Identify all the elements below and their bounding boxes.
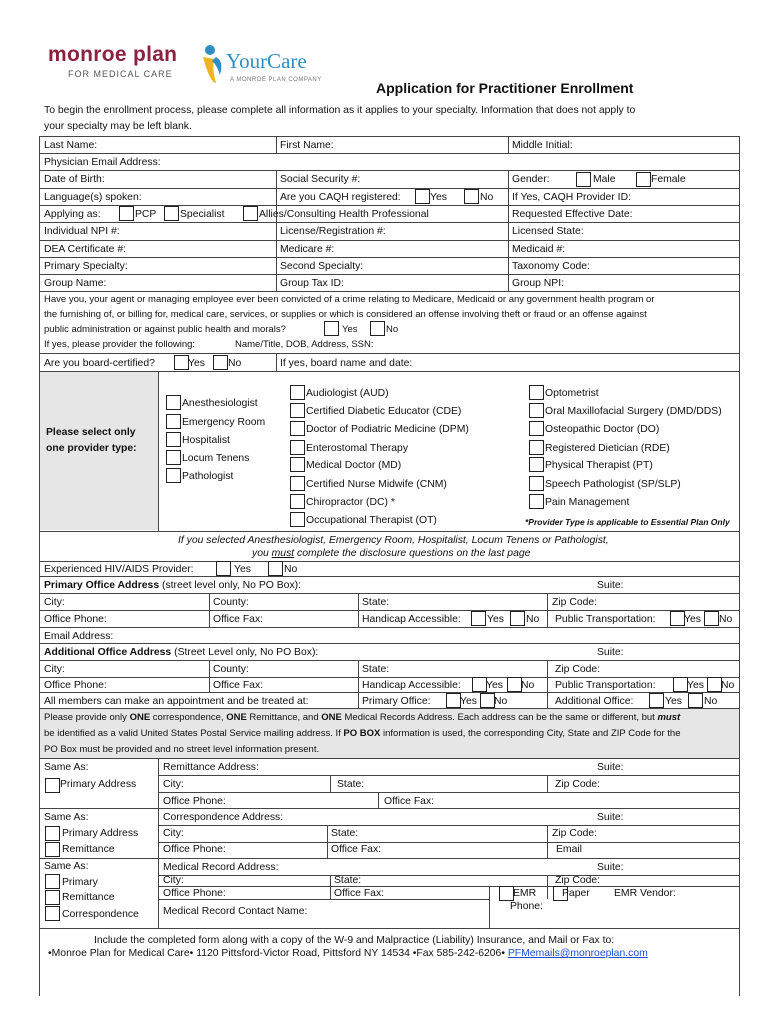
additional-fax-label: Office Fax: bbox=[213, 680, 264, 691]
board-certified-question: Are you board-certified? bbox=[44, 358, 155, 369]
disclosure-you: you bbox=[252, 548, 272, 559]
remit-zip-label: Zip Code: bbox=[555, 779, 601, 790]
primary-office-no-checkbox[interactable] bbox=[480, 693, 495, 708]
hiv-no-checkbox[interactable] bbox=[268, 561, 283, 576]
remit-city-label: City: bbox=[163, 779, 184, 790]
notice-1b: correspondence, bbox=[150, 712, 227, 723]
additional-office-title-text: Additional Office Address bbox=[44, 647, 172, 658]
medicaid-label: Medicaid #: bbox=[512, 244, 566, 255]
med-contact-name-label: Medical Record Contact Name: bbox=[163, 906, 308, 917]
male-checkbox[interactable] bbox=[576, 172, 591, 187]
do-checkbox[interactable] bbox=[529, 421, 544, 436]
crime-question-line-2: the furnishing of, or billing for, medical care, services, or supplies or which is considered an offense involving theft or fraud or an offense against bbox=[44, 309, 647, 320]
gender-label: Gender: bbox=[512, 174, 550, 185]
page-title: Application for Practitioner Enrollment bbox=[376, 80, 634, 96]
emergency-room-checkbox[interactable] bbox=[166, 414, 181, 429]
pathologist-label: Pathologist bbox=[182, 471, 234, 482]
emr-vendor-label: EMR Vendor: bbox=[614, 888, 676, 899]
do-label: Osteopathic Doctor (DO) bbox=[545, 424, 660, 435]
notice-1d: Medical Records Address. Each address can be the same or different, but bbox=[341, 712, 658, 723]
locum-tenens-label: Locum Tenens bbox=[182, 453, 250, 464]
primary-handicap-yes-label: Yes bbox=[487, 614, 504, 625]
audiologist-label: Audiologist (AUD) bbox=[306, 388, 389, 399]
additional-handicap-yes-label: Yes bbox=[486, 680, 503, 691]
notice-1c: Remittance, and bbox=[246, 712, 322, 723]
crime-no-checkbox[interactable] bbox=[370, 321, 385, 336]
hospitalist-checkbox[interactable] bbox=[166, 432, 181, 447]
notice-must: must bbox=[657, 712, 681, 723]
dietician-checkbox[interactable] bbox=[529, 440, 544, 455]
emr-label: EMR bbox=[513, 888, 537, 899]
provider-type-note: *Provider Type is applicable to Essential Plan Only bbox=[525, 517, 730, 527]
primary-specialty-label: Primary Specialty: bbox=[44, 261, 128, 272]
pain-management-checkbox[interactable] bbox=[529, 494, 544, 509]
disclosure-note-line-2 bbox=[252, 547, 530, 560]
additional-office-yes-checkbox[interactable] bbox=[649, 693, 664, 708]
additional-handicap-label: Handicap Accessible: bbox=[362, 680, 461, 691]
md-checkbox[interactable] bbox=[290, 457, 305, 472]
appointment-label: All members can make an appointment and be treated at: bbox=[44, 696, 309, 707]
caqh-question: Are you CAQH registered: bbox=[280, 192, 401, 203]
crime-no-label: No bbox=[386, 324, 399, 335]
med-fax-label: Office Fax: bbox=[334, 888, 385, 899]
primary-county-label: County: bbox=[213, 597, 249, 608]
board-yes-label: Yes bbox=[188, 358, 205, 369]
corr-same-primary-label: Primary Address bbox=[62, 828, 139, 839]
board-no-label: No bbox=[228, 358, 242, 369]
corr-zip-label: Zip Code: bbox=[552, 828, 598, 839]
additional-city-label: City: bbox=[44, 664, 65, 675]
footer-email-link[interactable]: PFMemails@monroeplan.com bbox=[507, 948, 648, 959]
additional-handicap-no-checkbox[interactable] bbox=[507, 677, 522, 692]
additional-handicap-no-label: No bbox=[521, 680, 535, 691]
crime-question-line-1: Have you, your agent or managing employee ever been convicted of a crime relating to Medicare, Medicaid or any government health program or bbox=[44, 294, 655, 305]
caqh-no-label: No bbox=[480, 192, 494, 203]
caqh-yes-checkbox[interactable] bbox=[415, 189, 430, 204]
emergency-room-label: Emergency Room bbox=[182, 417, 266, 428]
oral-surgery-label: Oral Maxillofacial Surgery (DMD/DDS) bbox=[545, 406, 722, 417]
ot-checkbox[interactable] bbox=[290, 512, 305, 527]
corr-fax-label: Office Fax: bbox=[331, 844, 382, 855]
primary-office-option-label: Primary Office: bbox=[362, 696, 431, 707]
corr-state-label: State: bbox=[331, 828, 359, 839]
primary-handicap-yes-checkbox[interactable] bbox=[471, 611, 486, 626]
allied-checkbox[interactable] bbox=[243, 206, 258, 221]
primary-suite-label: Suite: bbox=[597, 580, 624, 591]
cde-checkbox[interactable] bbox=[290, 403, 305, 418]
applying-as-label: Applying as: bbox=[44, 209, 101, 220]
pain-management-label: Pain Management bbox=[545, 497, 630, 508]
emr-checkbox[interactable] bbox=[499, 886, 514, 901]
dietician-label: Registered Dietician (RDE) bbox=[545, 443, 670, 454]
med-zip-label: Zip Code: bbox=[555, 875, 601, 886]
disclosure-note-line-1: If you selected Anesthesiologist, Emergency Room, Hospitalist, Locum Tenens or Pathologist, bbox=[178, 535, 609, 546]
primary-handicap-label: Handicap Accessible: bbox=[362, 614, 461, 625]
enterostomal-label: Enterostomal Therapy bbox=[306, 443, 409, 454]
primary-office-title bbox=[44, 579, 301, 592]
remit-state-label: State: bbox=[337, 779, 365, 790]
notice-line-2 bbox=[44, 727, 681, 740]
remit-same-primary-checkbox[interactable] bbox=[45, 778, 60, 793]
provider-type-label-1: Please select only bbox=[46, 427, 136, 438]
corr-email-label: Email bbox=[556, 844, 582, 855]
locum-tenens-checkbox[interactable] bbox=[166, 450, 181, 465]
footer-address-text: •Monroe Plan for Medical Care• 1120 Pittsford-Victor Road, Pittsford NY 14534 •Fax 585-242-6206• bbox=[48, 948, 508, 959]
corr-same-primary-checkbox[interactable] bbox=[45, 826, 60, 841]
notice-2b: information is used, the corresponding City, State and ZIP Code for the bbox=[380, 728, 681, 739]
corr-city-label: City: bbox=[163, 828, 184, 839]
remit-fax-label: Office Fax: bbox=[384, 796, 435, 807]
crime-followup-label: If yes, please provider the following: bbox=[44, 339, 196, 350]
speech-checkbox[interactable] bbox=[529, 476, 544, 491]
corr-suite-label: Suite: bbox=[597, 812, 624, 823]
group-name-label: Group Name: bbox=[44, 278, 107, 289]
audiologist-checkbox[interactable] bbox=[290, 385, 305, 400]
primary-state-label: State: bbox=[362, 597, 390, 608]
primary-transport-no-label: No bbox=[719, 614, 733, 625]
primary-transport-yes-checkbox[interactable] bbox=[670, 611, 685, 626]
notice-one-1: ONE bbox=[129, 712, 151, 723]
pt-label: Physical Therapist (PT) bbox=[545, 460, 653, 471]
speech-label: Speech Pathologist (SP/SLP) bbox=[545, 479, 681, 490]
notice-one-3: ONE bbox=[321, 712, 342, 723]
yourcare-logo: YourCare bbox=[226, 49, 307, 73]
primary-handicap-no-label: No bbox=[526, 614, 540, 625]
provider-type-label-2: one provider type: bbox=[46, 443, 137, 454]
med-same-correspondence-label: Correspondence bbox=[62, 909, 139, 920]
group-npi-label: Group NPI: bbox=[512, 278, 564, 289]
board-yes-checkbox[interactable] bbox=[174, 355, 189, 370]
corr-phone-label: Office Phone: bbox=[163, 844, 226, 855]
remit-same-as-label: Same As: bbox=[44, 762, 89, 773]
yourcare-tagline: A MONROE PLAN COMPANY bbox=[230, 77, 322, 83]
additional-office-no-label: No bbox=[704, 696, 718, 707]
crime-followup-fields: Name/Title, DOB, Address, SSN: bbox=[235, 339, 374, 350]
primary-transport-no-checkbox[interactable] bbox=[704, 611, 719, 626]
primary-office-title-text: Primary Office Address bbox=[44, 580, 160, 591]
corr-same-remittance-checkbox[interactable] bbox=[45, 842, 60, 857]
med-same-remittance-checkbox[interactable] bbox=[45, 890, 60, 905]
physician-email-label: Physician Email Address: bbox=[44, 157, 161, 168]
cde-label: Certified Diabetic Educator (CDE) bbox=[306, 406, 462, 417]
chiropractor-checkbox[interactable] bbox=[290, 494, 305, 509]
additional-transport-yes-label: Yes bbox=[687, 680, 704, 691]
hiv-provider-label: Experienced HIV/AIDS Provider: bbox=[44, 564, 194, 575]
additional-transport-no-checkbox[interactable] bbox=[707, 677, 722, 692]
remit-phone-label: Office Phone: bbox=[163, 796, 226, 807]
dpm-checkbox[interactable] bbox=[290, 421, 305, 436]
primary-handicap-no-checkbox[interactable] bbox=[510, 611, 525, 626]
ot-label: Occupational Therapist (OT) bbox=[306, 515, 437, 526]
intro-line-1: To begin the enrollment process, please complete all information as it applies to your specialty. Information that does not apply to bbox=[44, 105, 636, 116]
additional-office-title bbox=[44, 646, 318, 659]
pathologist-checkbox[interactable] bbox=[166, 468, 181, 483]
ssn-label: Social Security #: bbox=[280, 174, 361, 185]
caqh-id-label: If Yes, CAQH Provider ID: bbox=[512, 192, 631, 203]
licensed-state-label: Licensed State: bbox=[512, 226, 584, 237]
hiv-yes-checkbox[interactable] bbox=[216, 561, 231, 576]
primary-zip-label: Zip Code: bbox=[552, 597, 598, 608]
additional-handicap-yes-checkbox[interactable] bbox=[472, 677, 487, 692]
medical-record-address-label: Medical Record Address: bbox=[163, 862, 279, 873]
female-checkbox[interactable] bbox=[636, 172, 651, 187]
notice-line-3: PO Box must be provided and no street level information present. bbox=[44, 744, 320, 755]
taxonomy-label: Taxonomy Code: bbox=[512, 261, 590, 272]
additional-office-no-checkbox[interactable] bbox=[688, 693, 703, 708]
primary-phone-label: Office Phone: bbox=[44, 614, 107, 625]
enterostomal-checkbox[interactable] bbox=[290, 440, 305, 455]
office-email-label: Email Address: bbox=[44, 631, 114, 642]
chiropractor-label: Chiropractor (DC) * bbox=[306, 497, 395, 508]
npi-label: Individual NPI #: bbox=[44, 226, 120, 237]
languages-label: Language(s) spoken: bbox=[44, 192, 142, 203]
yourcare-logo-icon bbox=[200, 43, 228, 85]
footer-instructions: Include the completed form along with a copy of the W-9 and Malpractice (Liability) Insurance, and Mail or Fax to: bbox=[94, 935, 615, 946]
notice-2a: be identified as a valid United States Postal Service mailing address. If bbox=[44, 728, 344, 739]
anesthesiologist-checkbox[interactable] bbox=[166, 395, 181, 410]
primary-transport-yes-label: Yes bbox=[684, 614, 701, 625]
notice-1a: Please provide only bbox=[44, 712, 130, 723]
group-tax-label: Group Tax ID: bbox=[280, 278, 344, 289]
notice-one-2: ONE bbox=[226, 712, 247, 723]
primary-city-label: City: bbox=[44, 597, 65, 608]
pcp-label: PCP bbox=[135, 209, 157, 220]
effective-date-label: Requested Effective Date: bbox=[512, 209, 633, 220]
primary-office-subtitle: (street level only, No PO Box): bbox=[159, 580, 301, 591]
male-label: Male bbox=[593, 174, 616, 185]
hiv-yes-label: Yes bbox=[234, 564, 251, 575]
female-label: Female bbox=[651, 174, 686, 185]
additional-transport-yes-checkbox[interactable] bbox=[673, 677, 688, 692]
monroe-plan-tagline: FOR MEDICAL CARE bbox=[68, 69, 173, 79]
first-name-label: First Name: bbox=[280, 140, 334, 151]
remit-same-primary-label: Primary Address bbox=[60, 779, 137, 790]
additional-county-label: County: bbox=[213, 664, 249, 675]
disclosure-must: must bbox=[271, 548, 295, 559]
additional-zip-label: Zip Code: bbox=[555, 664, 601, 675]
additional-office-yes-label: Yes bbox=[665, 696, 682, 707]
additional-suite-label: Suite: bbox=[597, 647, 624, 658]
corr-same-remittance-label: Remittance bbox=[62, 844, 115, 855]
remit-suite-label: Suite: bbox=[597, 762, 624, 773]
additional-office-option-label: Additional Office: bbox=[555, 696, 634, 707]
additional-state-label: State: bbox=[362, 664, 390, 675]
last-name-label: Last Name: bbox=[44, 140, 98, 151]
crime-yes-label: Yes bbox=[342, 324, 358, 335]
crime-yes-checkbox[interactable] bbox=[324, 321, 339, 336]
notice-line-1 bbox=[44, 711, 680, 724]
dob-label: Date of Birth: bbox=[44, 174, 105, 185]
cnm-label: Certified Nurse Midwife (CNM) bbox=[306, 479, 447, 490]
primary-fax-label: Office Fax: bbox=[213, 614, 264, 625]
med-suite-label: Suite: bbox=[597, 862, 624, 873]
optometrist-label: Optometrist bbox=[545, 388, 599, 399]
allied-label: Allies/Consulting Health Professional bbox=[259, 209, 429, 220]
med-state-label: State: bbox=[334, 875, 362, 886]
med-same-correspondence-checkbox[interactable] bbox=[45, 906, 60, 921]
board-no-checkbox[interactable] bbox=[213, 355, 228, 370]
board-name-date-label: If yes, board name and date: bbox=[280, 358, 413, 369]
med-same-primary-checkbox[interactable] bbox=[45, 874, 60, 889]
intro-line-2: your specialty may be left blank. bbox=[44, 121, 192, 132]
paper-label: Paper bbox=[562, 888, 590, 899]
med-same-as-label: Same As: bbox=[44, 861, 89, 872]
middle-initial-label: Middle Initial: bbox=[512, 140, 573, 151]
monroe-plan-logo: monroe plan bbox=[48, 43, 178, 66]
caqh-yes-label: Yes bbox=[430, 192, 447, 203]
med-contact-phone-label: Phone: bbox=[510, 901, 543, 912]
license-label: License/Registration #: bbox=[280, 226, 386, 237]
specialist-checkbox[interactable] bbox=[164, 206, 179, 221]
hiv-no-label: No bbox=[284, 564, 298, 575]
corr-same-as-label: Same As: bbox=[44, 812, 89, 823]
primary-transport-label: Public Transportation: bbox=[555, 614, 656, 625]
oral-surgery-checkbox[interactable] bbox=[529, 403, 544, 418]
additional-transport-no-label: No bbox=[721, 680, 735, 691]
medicare-label: Medicare #: bbox=[280, 244, 335, 255]
optometrist-checkbox[interactable] bbox=[529, 385, 544, 400]
additional-transport-label: Public Transportation: bbox=[555, 680, 656, 691]
med-city-label: City: bbox=[163, 875, 184, 886]
correspondence-address-label: Correspondence Address: bbox=[163, 812, 284, 823]
primary-office-no-label: No bbox=[494, 696, 508, 707]
notice-pobox: PO BOX bbox=[343, 728, 381, 739]
pcp-checkbox[interactable] bbox=[119, 206, 134, 221]
second-specialty-label: Second Specialty: bbox=[280, 261, 364, 272]
pt-checkbox[interactable] bbox=[529, 457, 544, 472]
anesthesiologist-label: Anesthesiologist bbox=[182, 398, 258, 409]
med-same-primary-label: Primary bbox=[62, 877, 98, 888]
additional-phone-label: Office Phone: bbox=[44, 680, 107, 691]
cnm-checkbox[interactable] bbox=[290, 476, 305, 491]
dea-label: DEA Certificate #: bbox=[44, 244, 127, 255]
additional-office-subtitle: (Street Level only, No PO Box): bbox=[171, 647, 319, 658]
caqh-no-checkbox[interactable] bbox=[464, 189, 479, 204]
footer-address bbox=[48, 947, 648, 960]
remittance-address-label: Remittance Address: bbox=[163, 762, 259, 773]
dpm-label: Doctor of Podiatric Medicine (DPM) bbox=[306, 424, 469, 435]
hospitalist-label: Hospitalist bbox=[182, 435, 230, 446]
specialist-label: Specialist bbox=[180, 209, 225, 220]
primary-office-yes-label: Yes bbox=[460, 696, 477, 707]
crime-question-line-3: public administration or against public health and morals? bbox=[44, 324, 286, 335]
med-phone-label: Office Phone: bbox=[163, 888, 226, 899]
md-label: Medical Doctor (MD) bbox=[306, 460, 402, 471]
disclosure-rest: complete the disclosure questions on the last page bbox=[294, 548, 531, 559]
primary-office-yes-checkbox[interactable] bbox=[446, 693, 461, 708]
med-same-remittance-label: Remittance bbox=[62, 892, 115, 903]
